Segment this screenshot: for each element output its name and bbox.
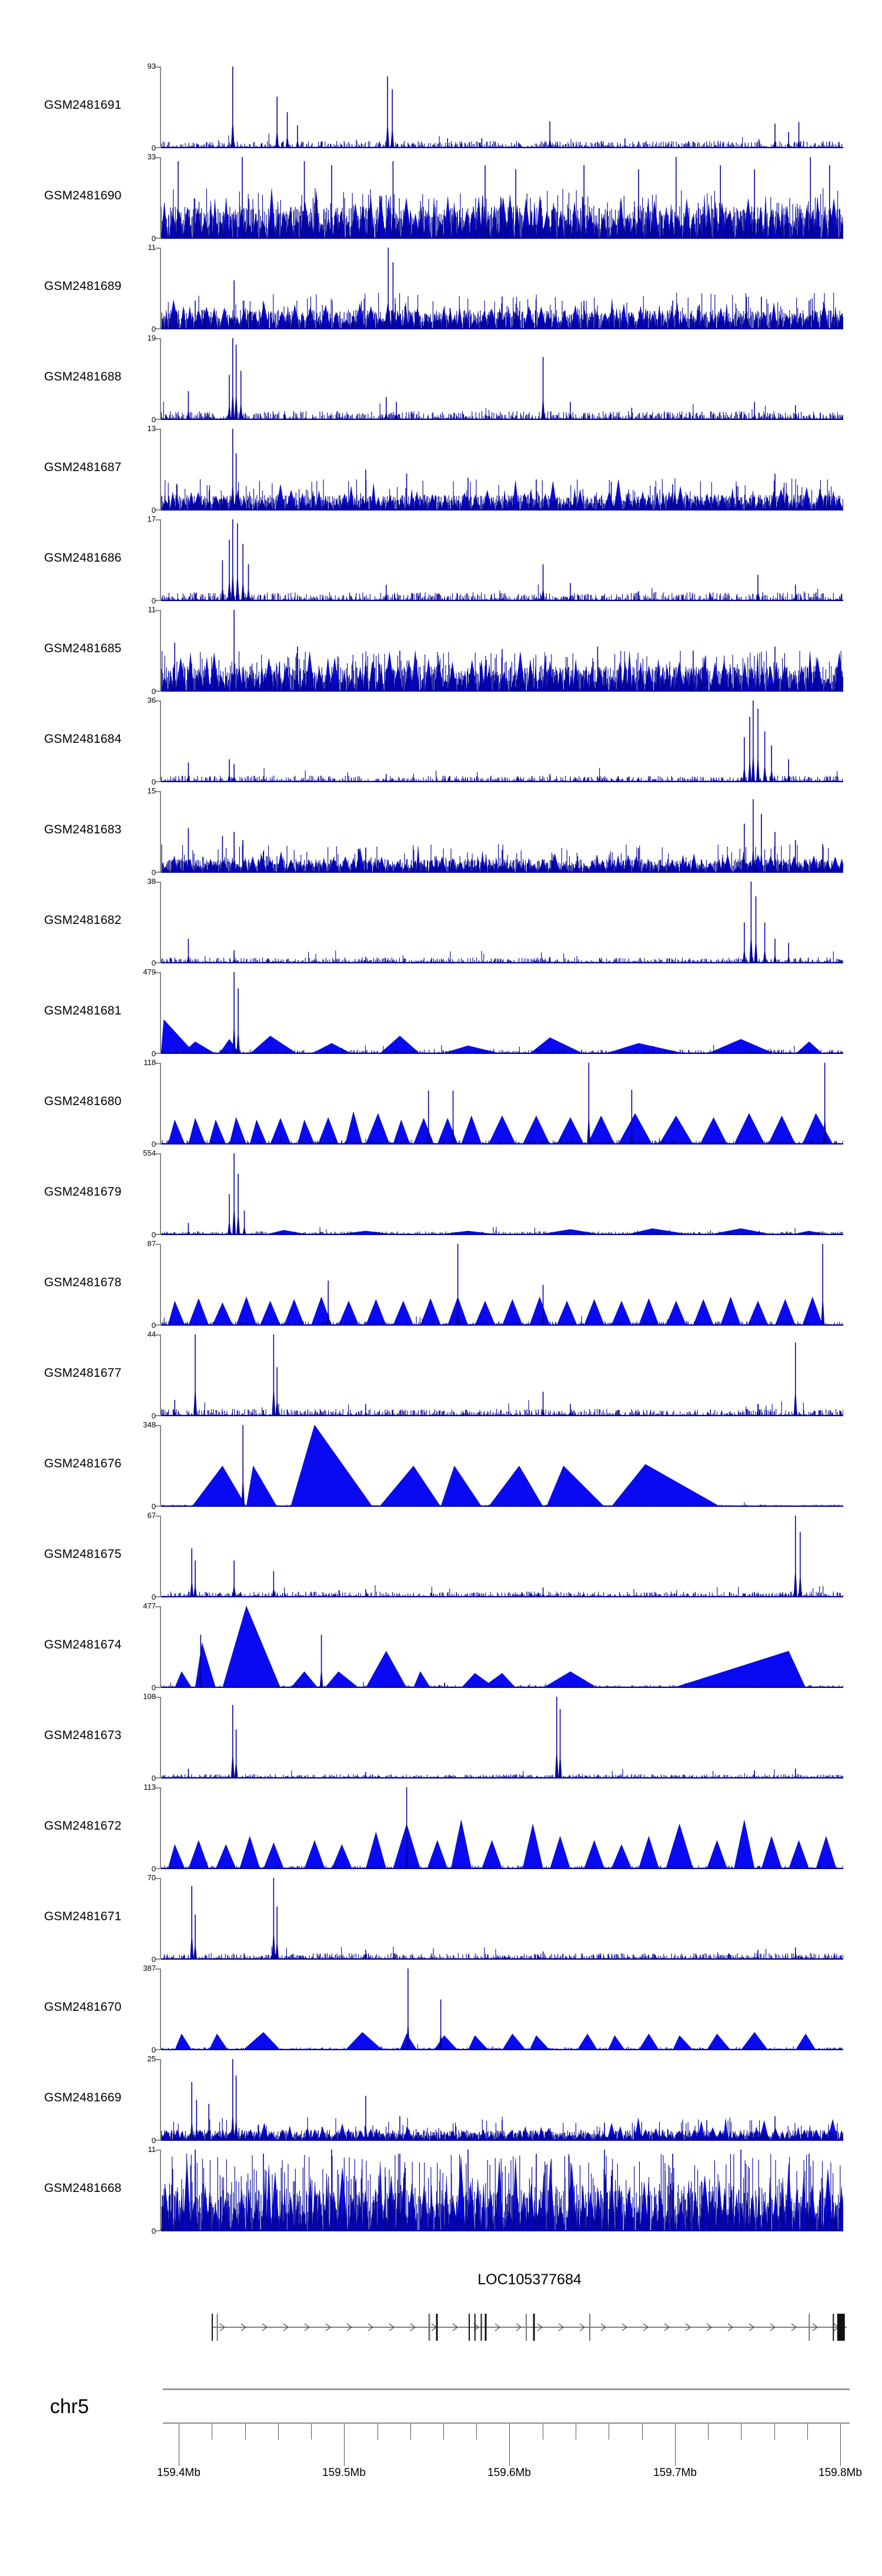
signal-track [0, 62, 882, 152]
track-ymax-label: 11 [148, 605, 156, 614]
gene-exon [808, 2314, 810, 2341]
signal-track [0, 1783, 882, 1873]
signal-peaks [173, 1334, 797, 1416]
track-ybase-label: 0 [151, 2227, 156, 2235]
signal-track [0, 1873, 882, 1964]
track-ybase-label: 0 [151, 1412, 156, 1420]
y-axis-bottom-tick [155, 872, 160, 873]
track-signal-plot [161, 882, 843, 963]
track-signal-plot [161, 248, 843, 329]
gene-exon [475, 2314, 476, 2341]
track-signal-plot [161, 519, 843, 601]
signal-noise [162, 585, 843, 601]
signal-area [168, 1297, 823, 1326]
ruler-minor-tick [245, 2424, 246, 2440]
gene-exon [212, 2314, 213, 2341]
track-ybase-label: 0 [151, 506, 156, 515]
signal-peaks [220, 519, 797, 601]
track-ymax-label: 44 [147, 1330, 156, 1339]
y-axis-top-tick [155, 791, 160, 792]
track-ybase-label: 0 [151, 1321, 156, 1330]
track-ybase-label: 0 [151, 1774, 156, 1783]
signal-track [0, 2145, 882, 2235]
track-ymax-label: 477 [143, 1601, 156, 1610]
signal-peaks [406, 1968, 443, 2050]
gene-exon [485, 2314, 487, 2341]
signal-peaks [190, 2059, 777, 2141]
y-axis-top-tick [155, 2059, 160, 2060]
track-ymax-label: 11 [148, 2145, 156, 2154]
ruler-minor-tick [476, 2424, 477, 2440]
ruler-major-tick [344, 2424, 345, 2466]
track-signal-plot [161, 1244, 843, 1326]
track-ymax-label: 38 [147, 877, 156, 886]
y-axis-top-tick [155, 1244, 160, 1245]
gene-exon [833, 2314, 834, 2341]
track-ybase-label: 0 [151, 325, 156, 333]
y-axis-top-tick [155, 1334, 160, 1336]
y-axis-top-tick [155, 157, 160, 158]
y-axis-top-tick [155, 882, 160, 883]
signal-track [0, 605, 882, 696]
track-label: GSM2481687 [44, 461, 122, 474]
ruler-minor-tick [311, 2424, 312, 2440]
y-axis-bottom-tick [155, 419, 160, 420]
signal-track [0, 877, 882, 967]
y-axis-bottom-tick [155, 328, 160, 329]
ruler-tick-label: 159.5Mb [322, 2467, 366, 2479]
track-ymax-label: 387 [143, 1964, 156, 1973]
gene-exon [526, 2314, 527, 2341]
track-signal-plot [161, 429, 843, 510]
track-signal-plot [161, 2150, 843, 2231]
gene-title: LOC105377684 [477, 2271, 582, 2288]
signal-track [0, 696, 882, 786]
ruler-minor-tick [642, 2424, 643, 2440]
signal-track [0, 1692, 882, 1783]
gene-exon [481, 2314, 482, 2341]
track-signal-plot [161, 338, 843, 420]
ruler-minor-tick [774, 2424, 775, 2440]
signal-track [0, 1149, 882, 1239]
signal-noise [161, 1400, 843, 1416]
gene-exon [837, 2314, 845, 2341]
track-label: GSM2481688 [44, 370, 122, 383]
y-axis-top-tick [155, 1425, 160, 1426]
y-axis-bottom-tick [155, 1143, 160, 1144]
track-ymax-label: 67 [147, 1511, 156, 1520]
track-label: GSM2481689 [44, 279, 122, 293]
track-signal-plot [161, 1063, 843, 1144]
track-ymax-label: 113 [143, 1783, 156, 1791]
track-ybase-label: 0 [151, 2136, 156, 2145]
y-axis-bottom-tick [155, 690, 160, 692]
signal-track [0, 333, 882, 424]
track-ymax-label: 13 [147, 424, 156, 433]
track-ybase-label: 0 [151, 1230, 156, 1239]
track-signal-plot [161, 2059, 843, 2141]
track-signal-plot [161, 610, 843, 692]
track-ymax-label: 93 [147, 62, 156, 71]
y-axis-bottom-tick [155, 238, 160, 239]
ruler-tick-label: 159.6Mb [487, 2467, 531, 2479]
signal-track [0, 2054, 882, 2145]
track-ybase-label: 0 [151, 144, 156, 152]
signal-track [0, 1420, 882, 1511]
track-ymax-label: 33 [147, 152, 156, 161]
track-label: GSM2481685 [44, 642, 122, 655]
track-signal-plot [161, 1606, 843, 1688]
y-axis-bottom-tick [155, 2140, 160, 2141]
y-axis-top-tick [155, 2150, 160, 2151]
track-signal-plot [161, 1334, 843, 1416]
signal-track [0, 243, 882, 333]
track-ymax-label: 25 [147, 2054, 156, 2063]
ruler-tick-label: 159.4Mb [157, 2467, 201, 2479]
track-ybase-label: 0 [151, 596, 156, 605]
track-label: GSM2481672 [44, 1819, 122, 1833]
track-label: GSM2481676 [44, 1457, 122, 1470]
track-signal-plot [161, 1516, 843, 1597]
track-label: GSM2481675 [44, 1547, 122, 1561]
y-axis-top-tick [155, 1606, 160, 1607]
y-axis-top-tick [155, 248, 160, 249]
gene-exon [436, 2314, 438, 2341]
signal-track [0, 786, 882, 877]
signal-track [0, 967, 882, 1058]
y-axis-bottom-tick [155, 962, 160, 963]
track-ymax-label: 17 [147, 515, 156, 523]
y-axis-top-tick [155, 338, 160, 339]
signal-area [161, 1020, 823, 1054]
ruler-minor-tick [443, 2424, 444, 2440]
track-ybase-label: 0 [151, 1683, 156, 1692]
track-signal-plot [161, 1787, 843, 1869]
signal-peaks [186, 338, 797, 420]
y-axis-bottom-tick [155, 1687, 160, 1688]
y-axis-bottom-tick [155, 2230, 160, 2231]
signal-noise [162, 1585, 843, 1597]
y-axis-bottom-tick [155, 1053, 160, 1054]
ruler-tick-label: 159.8Mb [818, 2467, 862, 2479]
ruler-top-line [163, 2388, 850, 2390]
track-ymax-label: 70 [147, 1873, 156, 1882]
y-axis-bottom-tick [155, 1234, 160, 1235]
track-ybase-label: 0 [151, 778, 156, 786]
signal-area [175, 1606, 806, 1688]
ruler-minor-tick [278, 2424, 279, 2440]
ruler-minor-tick [377, 2424, 378, 2440]
y-axis-bottom-tick [155, 600, 160, 601]
track-signal-plot [161, 1153, 843, 1235]
gene-model [0, 2305, 882, 2353]
signal-peaks [241, 1425, 245, 1507]
signal-track [0, 424, 882, 515]
track-ymax-label: 554 [143, 1149, 156, 1157]
ruler-major-tick [840, 2424, 841, 2466]
track-ymax-label: 479 [143, 967, 156, 976]
y-axis-bottom-tick [155, 509, 160, 510]
track-label: GSM2481690 [44, 189, 122, 202]
track-label: GSM2481671 [44, 1910, 122, 1923]
y-axis-bottom-tick [155, 1958, 160, 1960]
track-ymax-label: 15 [147, 786, 156, 795]
track-label: GSM2481674 [44, 1638, 122, 1651]
track-signal-plot [161, 66, 843, 148]
gene-exon [217, 2314, 218, 2341]
signal-noise [162, 1947, 843, 1960]
y-axis-top-tick [155, 1968, 160, 1970]
y-axis-top-tick [155, 1697, 160, 1698]
track-ymax-label: 87 [147, 1239, 156, 1248]
chromosome-label: chr5 [50, 2395, 89, 2418]
y-axis-bottom-tick [155, 1415, 160, 1416]
signal-track [0, 1601, 882, 1692]
track-ymax-label: 118 [143, 1058, 156, 1067]
signal-peaks [186, 700, 790, 782]
signal-peaks [186, 1153, 246, 1235]
track-ybase-label: 0 [151, 1864, 156, 1873]
y-axis-bottom-tick [155, 147, 160, 148]
track-label: GSM2481691 [44, 98, 122, 112]
track-ybase-label: 0 [151, 1502, 156, 1511]
track-ybase-label: 0 [151, 415, 156, 424]
signal-peaks [186, 1697, 797, 1778]
track-label: GSM2481686 [44, 551, 122, 565]
signal-track [0, 152, 882, 243]
y-axis-top-tick [155, 1516, 160, 1517]
y-axis-top-tick [155, 972, 160, 973]
track-ybase-label: 0 [151, 959, 156, 967]
signal-track [0, 1239, 882, 1330]
y-axis-bottom-tick [155, 1596, 160, 1597]
track-ybase-label: 0 [151, 1140, 156, 1149]
track-label: GSM2481681 [44, 1004, 122, 1017]
signal-peaks [190, 1516, 802, 1597]
track-label: GSM2481669 [44, 2091, 122, 2104]
track-ybase-label: 0 [151, 1955, 156, 1964]
track-ymax-label: 348 [143, 1420, 156, 1429]
ruler-major-tick [509, 2424, 510, 2466]
track-ybase-label: 0 [151, 1049, 156, 1058]
track-label: GSM2481682 [44, 913, 122, 927]
y-axis-top-tick [155, 1878, 160, 1879]
track-label: GSM2481677 [44, 1366, 122, 1380]
track-ymax-label: 19 [147, 333, 156, 342]
track-ybase-label: 0 [151, 2046, 156, 2054]
track-label: GSM2481684 [44, 732, 122, 746]
signal-area [192, 1425, 720, 1507]
track-ymax-label: 11 [148, 243, 156, 252]
track-signal-plot [161, 1878, 843, 1960]
track-signal-plot [161, 1697, 843, 1778]
track-ybase-label: 0 [151, 1593, 156, 1601]
y-axis-bottom-tick [155, 1868, 160, 1869]
y-axis-top-tick [155, 1063, 160, 1064]
y-axis-top-tick [155, 1153, 160, 1154]
track-signal-plot [161, 700, 843, 782]
track-label: GSM2481679 [44, 1185, 122, 1199]
gene-exon [429, 2314, 430, 2341]
gene-exon [533, 2314, 535, 2341]
signal-noise [162, 768, 843, 782]
ruler-minor-tick [807, 2424, 808, 2440]
track-label: GSM2481683 [44, 823, 122, 836]
signal-area [175, 2032, 816, 2050]
y-axis-top-tick [155, 1787, 160, 1788]
signal-area [168, 1820, 837, 1869]
y-axis-bottom-tick [155, 781, 160, 782]
track-label: GSM2481680 [44, 1095, 122, 1108]
y-axis-top-tick [155, 610, 160, 611]
track-label: GSM2481670 [44, 2000, 122, 2014]
ruler-tick-label: 159.7Mb [653, 2467, 697, 2479]
signal-track [0, 1058, 882, 1149]
track-label: GSM2481673 [44, 1729, 122, 1742]
track-ymax-label: 36 [147, 696, 156, 705]
track-signal-plot [161, 791, 843, 873]
signal-noise [161, 134, 843, 148]
y-axis-top-tick [155, 700, 160, 702]
signal-peaks [232, 972, 240, 1054]
ruler-minor-tick [410, 2424, 411, 2440]
y-axis-top-tick [155, 66, 160, 68]
track-signal-plot [161, 972, 843, 1054]
y-axis-top-tick [155, 519, 160, 520]
track-signal-plot [161, 157, 843, 239]
signal-noise [162, 950, 843, 963]
gene-exon [469, 2314, 470, 2341]
ruler-major-tick [675, 2424, 676, 2466]
track-ybase-label: 0 [151, 868, 156, 877]
signal-track [0, 1511, 882, 1601]
y-axis-top-tick [155, 429, 160, 430]
track-ymax-label: 108 [143, 1692, 156, 1701]
gene-exon [589, 2314, 590, 2341]
track-ybase-label: 0 [151, 687, 156, 696]
y-axis-bottom-tick [155, 2049, 160, 2050]
y-axis-bottom-tick [155, 1324, 160, 1326]
track-label: GSM2481678 [44, 1276, 122, 1289]
signal-track [0, 1964, 882, 2054]
ruler-minor-tick [708, 2424, 709, 2440]
signal-peaks [186, 882, 790, 963]
track-label: GSM2481668 [44, 2181, 122, 2195]
signal-area [168, 1112, 833, 1144]
signal-noise [161, 402, 843, 420]
signal-track [0, 515, 882, 605]
signal-noise [162, 1769, 843, 1778]
signal-peaks [231, 66, 801, 148]
signal-peaks [190, 1878, 797, 1960]
y-axis-bottom-tick [155, 1506, 160, 1507]
y-axis-bottom-tick [155, 1777, 160, 1778]
signal-track [0, 1330, 882, 1420]
ruler-axis-line [163, 2422, 850, 2424]
track-signal-plot [161, 1968, 843, 2050]
track-signal-plot [161, 1425, 843, 1507]
track-ybase-label: 0 [151, 234, 156, 243]
